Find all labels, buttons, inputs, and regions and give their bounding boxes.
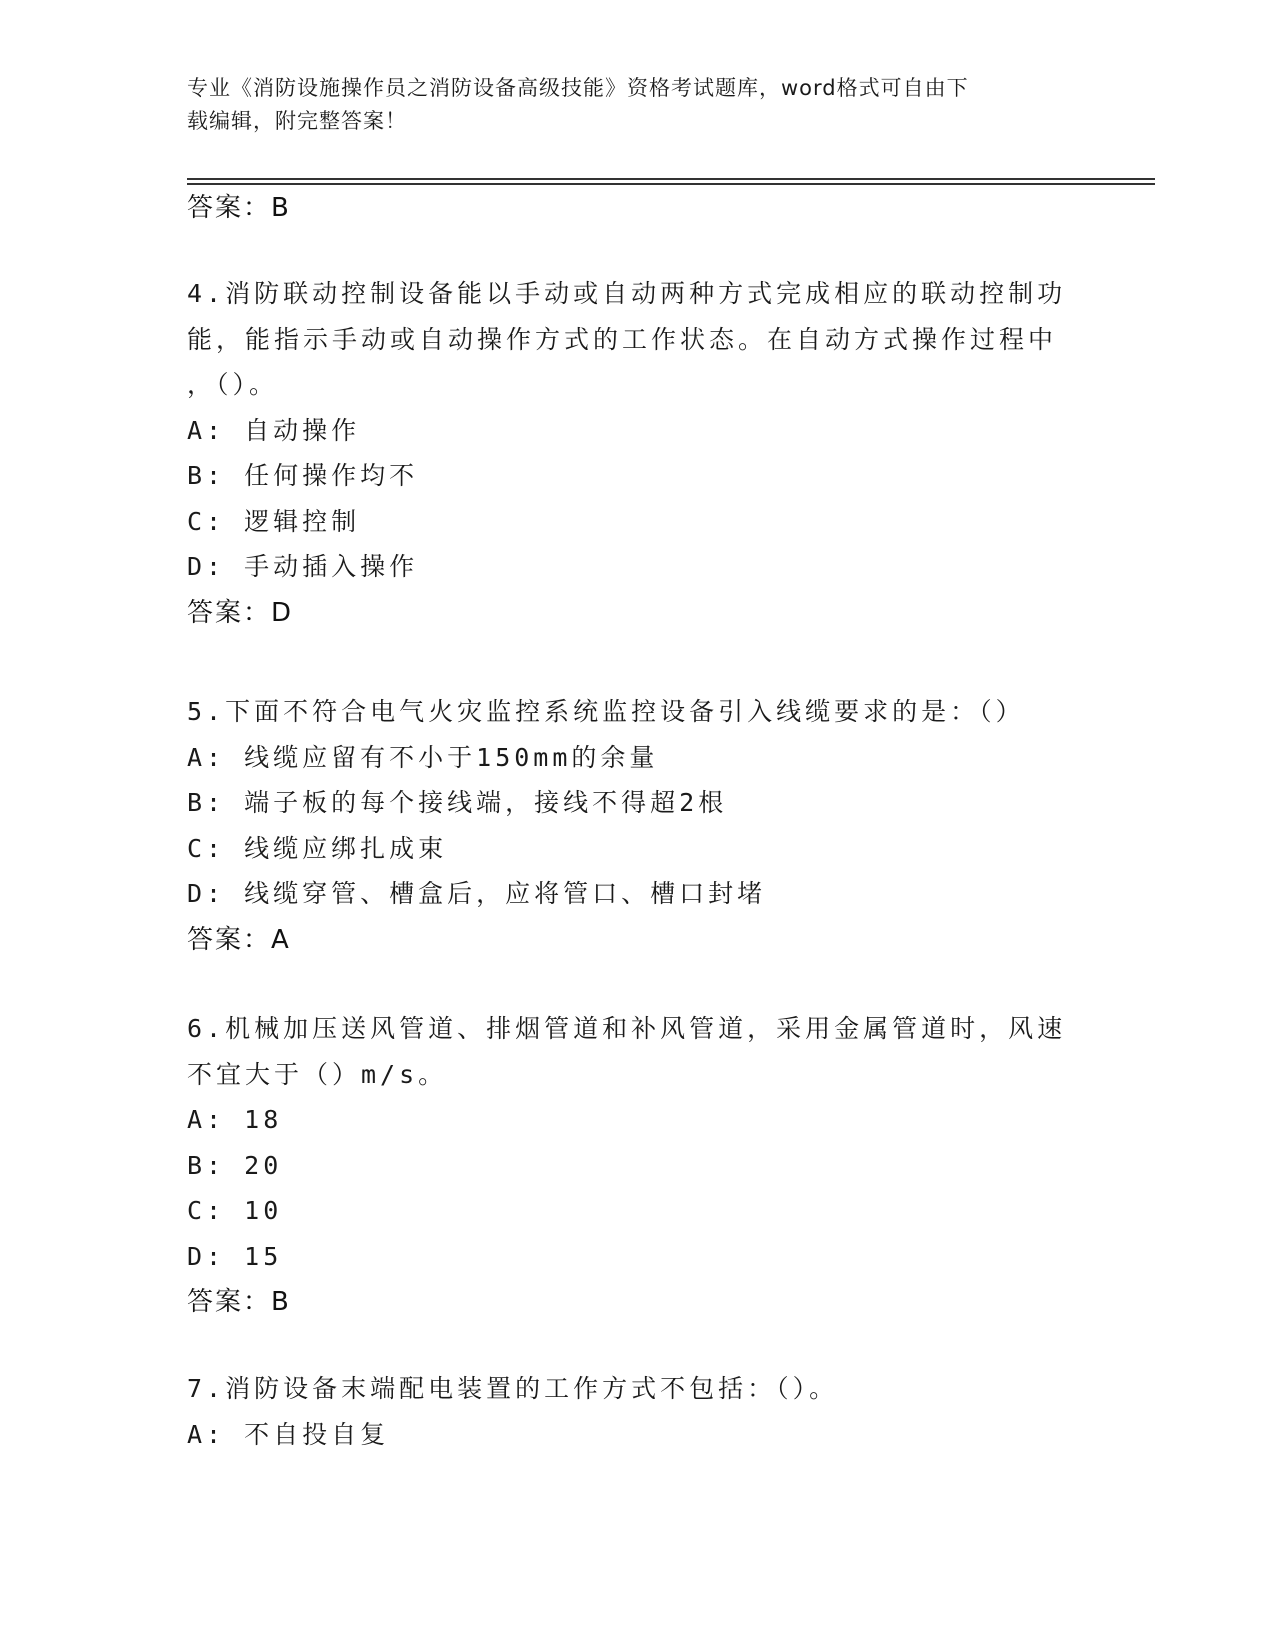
option-b: B: 任何操作均不 — [187, 461, 419, 490]
option-d: D: 15 — [187, 1241, 283, 1271]
option-a: A: 线缆应留有不小于150mm的余量 — [187, 742, 659, 772]
question-7 — [187, 1366, 1107, 1457]
question-5 — [187, 689, 1107, 963]
previous-answer-block — [187, 185, 1107, 231]
question-text-line: 5.下面不符合电气火灾监控系统监控设备引入线缆要求的是：（） — [187, 697, 1025, 726]
option-b: B: 端子板的每个接线端，接线不得超2根 — [187, 788, 728, 817]
answer-label: 答案：B — [187, 1287, 291, 1317]
answer-label: 答案：B — [187, 193, 291, 223]
question-text-line: 6.机械加压送风管道、排烟管道和补风管道，采用金属管道时，风速 — [187, 1014, 1067, 1043]
answer-label: 答案：D — [187, 597, 294, 628]
question-6 — [187, 1006, 1107, 1325]
header-line-2: 载编辑，附完整答案！ — [187, 109, 407, 133]
option-a: A: 自动操作 — [187, 415, 361, 445]
option-c: C: 逻辑控制 — [187, 506, 361, 536]
question-text-line: 4.消防联动控制设备能以手动或自动两种方式完成相应的联动控制功 — [187, 279, 1067, 308]
option-d: D: 线缆穿管、槽盒后，应将管口、槽口封堵 — [187, 879, 767, 908]
option-c: C: 线缆应绑扎成束 — [187, 833, 448, 863]
option-b: B: 20 — [187, 1150, 283, 1180]
question-text-line: 不宜大于（）m/s。 — [187, 1059, 448, 1089]
answer-label: 答案：A — [187, 924, 291, 955]
header-divider-top — [187, 178, 1155, 180]
header-line-1: 专业《消防设施操作员之消防设备高级技能》资格考试题库，word格式可自由下 — [187, 76, 969, 100]
option-d: D: 手动插入操作 — [187, 552, 419, 581]
option-a: A: 不自投自复 — [187, 1419, 390, 1449]
option-a: A: 18 — [187, 1105, 283, 1134]
document-header — [187, 72, 1067, 138]
option-c: C: 10 — [187, 1196, 283, 1225]
question-text-line: ，（）。 — [187, 370, 279, 399]
question-4 — [187, 271, 1107, 636]
question-text-line: 7.消防设备末端配电装置的工作方式不包括：（）。 — [187, 1374, 839, 1403]
question-text-line: 能，能指示手动或自动操作方式的工作状态。在自动方式操作过程中 — [187, 324, 1058, 354]
